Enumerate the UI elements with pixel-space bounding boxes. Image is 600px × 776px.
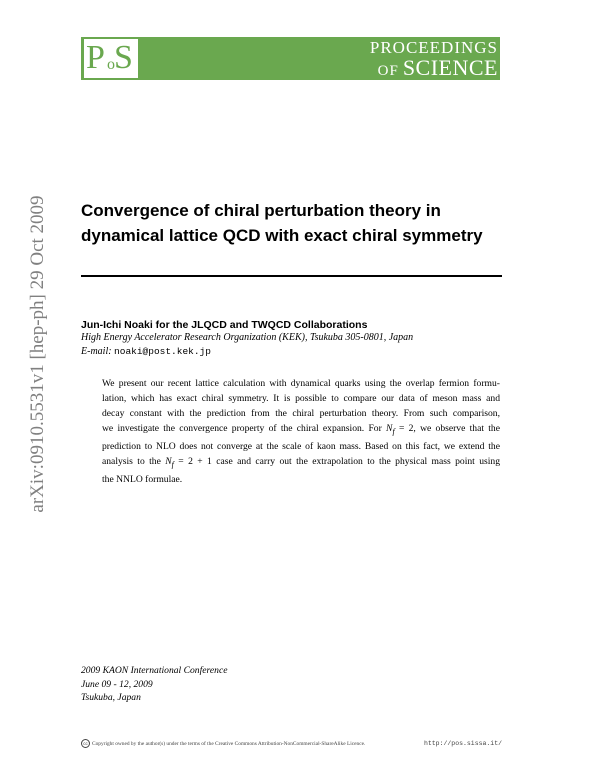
math-f: f (392, 426, 395, 436)
abstract-text: we investigate the convergence property of the chiral expansion. For (102, 423, 387, 434)
title-rule (81, 275, 502, 277)
math-n: N (386, 423, 393, 434)
conference-info (81, 664, 227, 705)
conference-name: 2009 KAON International Conference (81, 665, 228, 676)
pos-url-link[interactable]: http://pos.sissa.it/ (423, 740, 502, 747)
brand-science: SCIENCE (402, 55, 498, 80)
brand-of-science (378, 56, 498, 83)
abstract (102, 376, 500, 487)
abstract-text: analysis to the (102, 455, 166, 467)
abstract-line: the NNLO formulae. (102, 473, 183, 485)
conference-place: Tsukuba, Japan (81, 692, 141, 703)
arxiv-stamp: arXiv:0910.5531v1 [hep-ph] 29 Oct 2009 (27, 195, 48, 513)
paper-title (81, 198, 511, 248)
abstract-line: decay constant with the prediction from the chiral perturbation theory. From such comparison, (102, 408, 500, 419)
affiliation: High Energy Accelerator Research Organization (KEK), Tsukuba 305-0801, Japan (81, 332, 414, 343)
math-eq: = 2 + 1 (173, 455, 212, 467)
copyright-text: Copyright owned by the author(s) under the terms of the Creative Commons Attribution-NonCommercial-ShareAlike Licence. (92, 741, 366, 747)
abstract-text: , we observe that the (413, 423, 500, 434)
pos-logo-letter-p: P (86, 39, 105, 76)
pos-logo-letter-o: o (107, 56, 115, 73)
abstract-line: lation, which has exact chiral symmetry. It is possible to compare our data of meson mass and (102, 393, 500, 404)
conference-dates: June 09 - 12, 2009 (81, 678, 153, 690)
copyright-footer (81, 739, 365, 749)
title-line-1: Convergence of chiral perturbation theory in (81, 201, 441, 220)
abstract-line: prediction to NLO does not converge at the scale of kaon mass. Based on this fact, we extend the (102, 440, 500, 452)
abstract-line (102, 421, 500, 439)
email-line (81, 345, 211, 359)
author-line: Jun-Ichi Noaki for the JLQCD and TWQCD Collaborations (81, 319, 368, 331)
abstract-line (102, 454, 500, 472)
cc-icon: cc (81, 739, 90, 748)
brand-proceedings: PROCEEDINGS (369, 38, 498, 57)
math-f: f (171, 459, 174, 469)
math-n: N (165, 455, 172, 467)
abstract-text: case and carry out the extrapolation to the physical mass point using (211, 455, 500, 467)
title-line-2: dynamical lattice QCD with exact chiral symmetry (81, 226, 483, 245)
email-label: E-mail: (81, 346, 112, 357)
pos-logo-letter-s: S (114, 39, 133, 76)
email-address: noaki@post.kek.jp (114, 346, 211, 357)
abstract-line: We present our recent lattice calculation with dynamical quarks using the overlap fermion formu- (102, 378, 500, 389)
math-eq: = 2 (394, 423, 414, 434)
brand-of: OF (377, 63, 399, 79)
